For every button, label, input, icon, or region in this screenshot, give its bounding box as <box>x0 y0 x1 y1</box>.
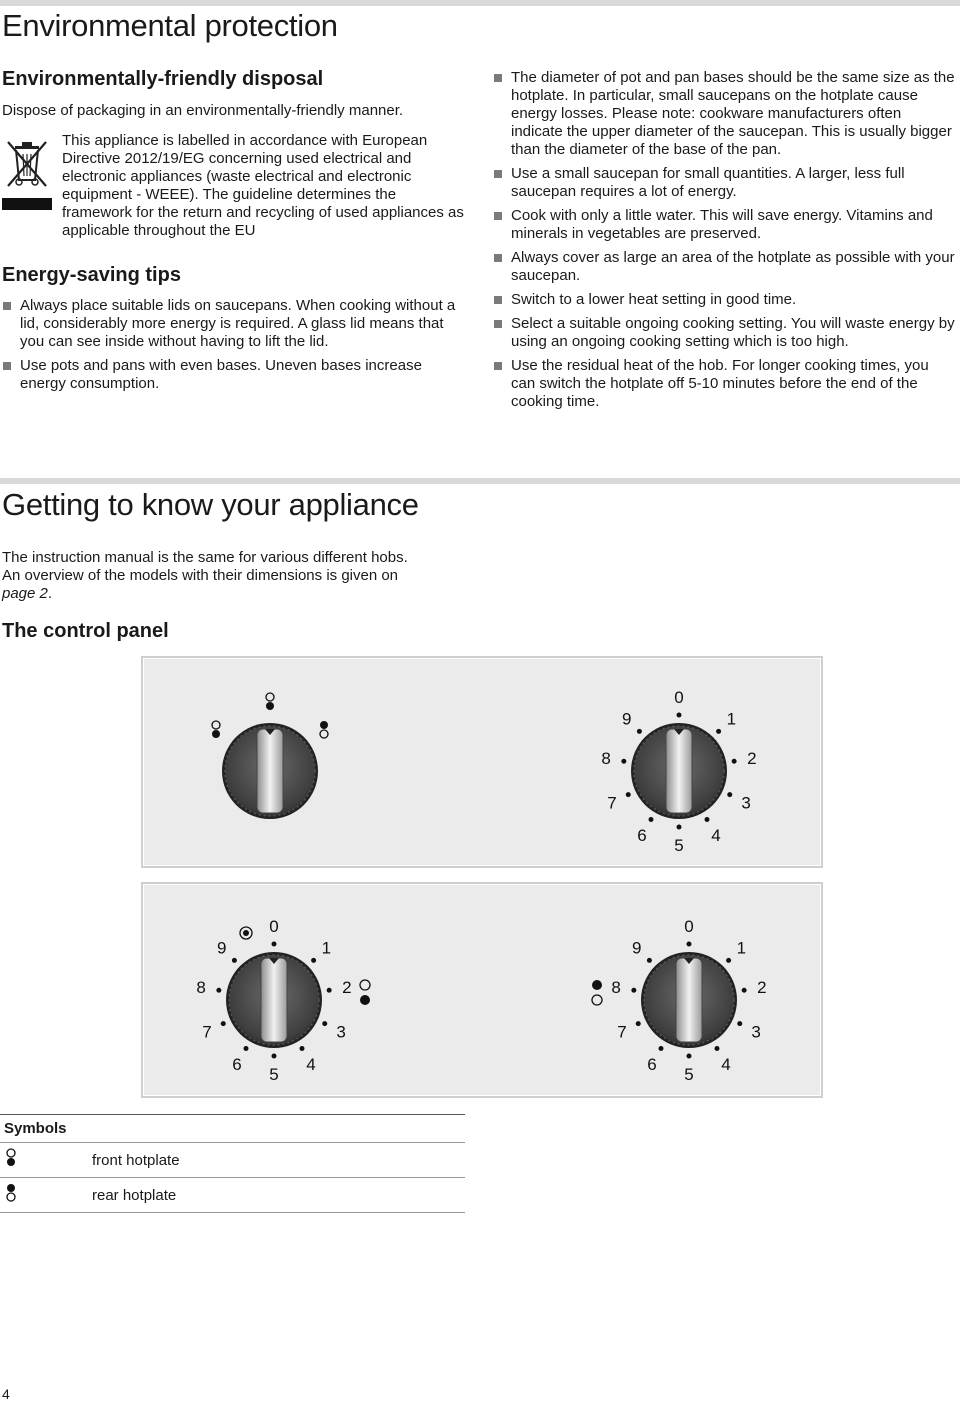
dial-label-5: 5 <box>269 1065 279 1084</box>
dial-label-0: 0 <box>684 917 694 936</box>
dial-dot-8 <box>621 759 626 764</box>
symbol-label: front hotplate <box>88 1143 465 1178</box>
front-hotplate-icon <box>0 1143 88 1178</box>
dial-dot-5 <box>687 1054 692 1059</box>
dial-label-5: 5 <box>674 836 684 855</box>
dial-dot-0 <box>272 942 277 947</box>
dial-dot-9 <box>232 958 237 963</box>
dial-label-3: 3 <box>751 1022 761 1042</box>
dial-label-7: 7 <box>202 1022 212 1042</box>
dial-dot-6 <box>244 1046 249 1051</box>
dial-label-3: 3 <box>741 793 751 813</box>
dial-label-2: 2 <box>342 978 352 998</box>
dial-dot-9 <box>647 958 652 963</box>
dial-label-9: 9 <box>621 709 632 729</box>
dial-dot-6 <box>649 817 654 822</box>
dial-dot-0 <box>687 942 692 947</box>
dial-label-6: 6 <box>647 1055 657 1075</box>
symbols-table <box>0 1114 465 1213</box>
list-item: Always cover as large an area of the hotplate as possible with your saucepan. <box>493 249 955 285</box>
dial-dot-3 <box>322 1021 327 1026</box>
selector-rear-symbol <box>266 693 274 710</box>
dial-label-7: 7 <box>607 793 617 813</box>
dial-dot-7 <box>636 1021 641 1026</box>
disposal-text: Dispose of packaging in an environmentally-friendly manner. <box>2 102 404 119</box>
intro-line-2: An overview of the models with their dimensions is given on <box>2 567 399 584</box>
selector-front-left-symbol <box>212 721 220 738</box>
rear-hotplate-icon <box>0 1178 88 1213</box>
power-knob-3[interactable] <box>641 952 737 1048</box>
page-number: 4 <box>2 1386 10 1402</box>
dial-label-9: 9 <box>631 938 642 958</box>
intro-period: . <box>47 585 53 602</box>
dial-label-0: 0 <box>269 917 279 936</box>
list-item: Use the residual heat of the hob. For longer cooking times, you can switch the hotplate off 5-10 minutes before the end of the cooking time. <box>493 357 955 411</box>
dial-label-1: 1 <box>736 938 747 958</box>
page-heading-appliance: Getting to know your appliance <box>2 487 419 522</box>
selector-knob[interactable] <box>222 723 318 819</box>
dial-label-5: 5 <box>684 1065 694 1084</box>
page-reference: page 2 <box>2 585 48 602</box>
list-item: Always place suitable lids on saucepans. When cooking without a lid, considerably more energy is required. A glass lid means that you can see inside without having to lift the lid. <box>2 297 464 351</box>
dial-dot-4 <box>705 817 710 822</box>
disposal-heading: Environmentally-friendly disposal <box>2 68 324 90</box>
dial-dot-5 <box>677 825 682 830</box>
dial-dot-9 <box>637 729 642 734</box>
dial-dot-5 <box>272 1054 277 1059</box>
dial-label-6: 6 <box>637 826 647 846</box>
dial-dot-7 <box>221 1021 226 1026</box>
dial-label-4: 4 <box>721 1055 731 1075</box>
dial-dot-8 <box>216 988 221 993</box>
dial-dot-2 <box>742 988 747 993</box>
dial-dot-6 <box>659 1046 664 1051</box>
list-item: The diameter of pot and pan bases should be the same size as the hotplate. In particular, small saucepans on the hotplate cause energy losses. Please note: cookware manufacturers often indicate the upper diameter of the saucepan. This is usually bigger than the diameter of the base of the pan. <box>493 69 955 159</box>
knob-3-front-hotplate-symbol <box>592 980 602 1005</box>
dial-label-1: 1 <box>726 709 737 729</box>
table-row <box>0 1143 465 1178</box>
dial-dot-8 <box>631 988 636 993</box>
dial-dot-1 <box>716 729 721 734</box>
dial-dot-4 <box>300 1046 305 1051</box>
dial-label-6: 6 <box>232 1055 242 1075</box>
dial-dot-0 <box>677 713 682 718</box>
dual-circuit-symbol <box>240 927 252 939</box>
dial-dot-1 <box>311 958 316 963</box>
dial-label-8: 8 <box>601 749 611 769</box>
dial-label-4: 4 <box>711 826 721 846</box>
intro-line-1: The instruction manual is the same for various different hobs. <box>2 549 408 566</box>
dial-dot-3 <box>737 1021 742 1026</box>
dial-label-8: 8 <box>196 978 206 998</box>
control-panel-heading: The control panel <box>2 620 169 642</box>
dial-dot-2 <box>327 988 332 993</box>
dial-dot-1 <box>726 958 731 963</box>
dial-dot-3 <box>727 792 732 797</box>
dial-label-3: 3 <box>336 1022 346 1042</box>
dial-label-2: 2 <box>757 978 767 998</box>
weee-text: This appliance is labelled in accordance with European Directive 2012/19/EG concerning used electrical and electronic appliances (waste electrical and electronic equipment - WEEE). The guideline determines the framework for the return and recycling of used appliances as applicable throughout the EU <box>62 132 464 239</box>
list-item: Cook with only a little water. This will save energy. Vitamins and minerals in vegetables are preserved. <box>493 207 955 243</box>
energy-saving-heading: Energy-saving tips <box>2 264 181 286</box>
list-item: Use pots and pans with even bases. Uneven bases increase energy consumption. <box>2 357 464 393</box>
power-knob-1[interactable] <box>631 723 727 819</box>
dial-label-9: 9 <box>216 938 227 958</box>
page-heading-environmental: Environmental protection <box>2 8 338 43</box>
dial-label-8: 8 <box>611 978 621 998</box>
table-row <box>0 1178 465 1213</box>
symbol-label: rear hotplate <box>88 1178 465 1213</box>
list-item: Use a small saucepan for small quantities. A larger, less full saucepan requires a lot of energy. <box>493 165 955 201</box>
power-knob-2[interactable] <box>226 952 322 1048</box>
dial-dot-7 <box>626 792 631 797</box>
list-item: Select a suitable ongoing cooking setting. You will waste energy by using an ongoing cooking setting which is too high. <box>493 315 955 351</box>
selector-front-right-symbol <box>320 721 328 738</box>
dial-label-0: 0 <box>674 688 684 707</box>
dial-label-1: 1 <box>321 938 332 958</box>
dial-dot-2 <box>732 759 737 764</box>
symbols-header: Symbols <box>0 1115 465 1143</box>
dial-label-7: 7 <box>617 1022 627 1042</box>
list-item: Switch to a lower heat setting in good time. <box>493 291 955 309</box>
dial-dot-4 <box>715 1046 720 1051</box>
dial-label-2: 2 <box>747 749 757 769</box>
knob-2-rear-hotplate-symbol <box>360 980 370 1005</box>
dial-label-4: 4 <box>306 1055 316 1075</box>
